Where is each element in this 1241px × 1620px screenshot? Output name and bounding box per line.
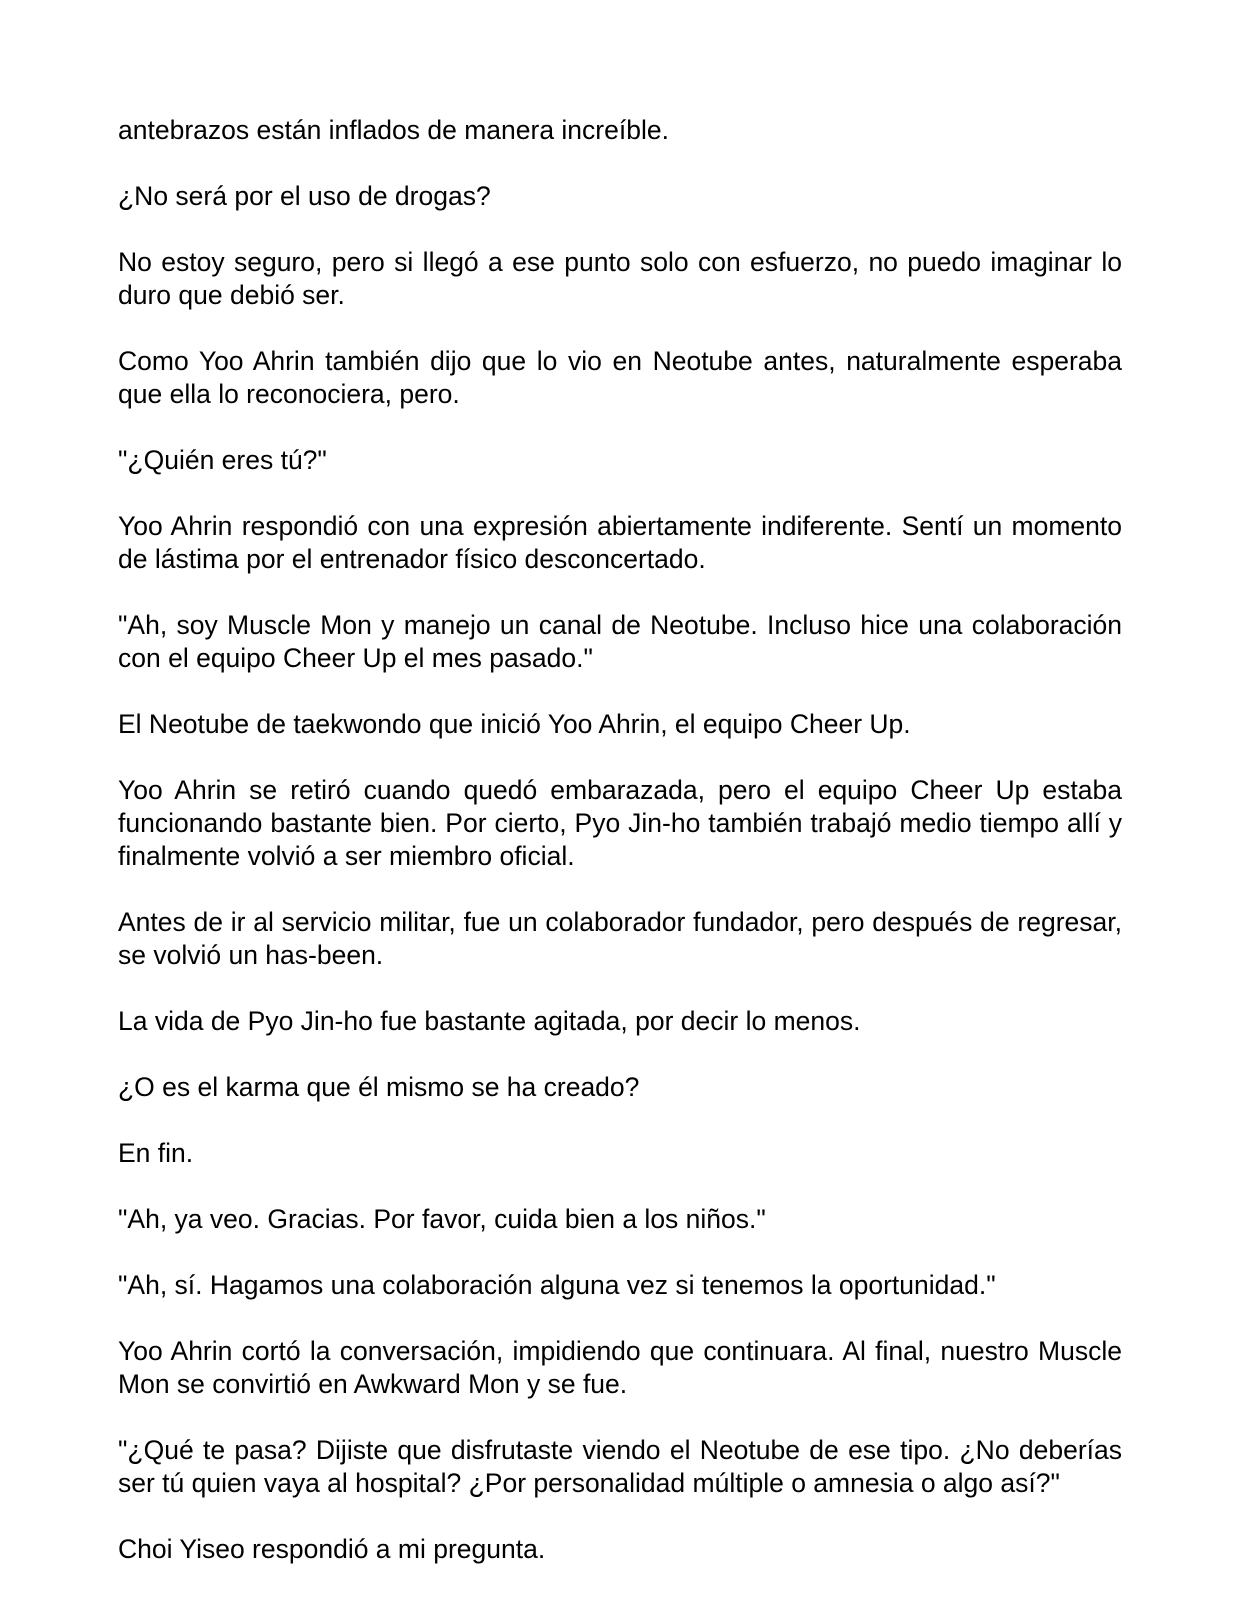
paragraph: ¿O es el karma que él mismo se ha creado? bbox=[118, 1072, 640, 1102]
paragraph: Yoo Ahrin cortó la conversación, impidiendo que continuara. Al final, nuestro Muscle Mon se convirtió en Awkward Mon y se fue. bbox=[118, 1336, 1122, 1399]
paragraph: "¿Quién eres tú?" bbox=[118, 445, 327, 475]
paragraph: Como Yoo Ahrin también dijo que lo vio en Neotube antes, naturalmente esperaba que ella lo reconociera, pero. bbox=[118, 346, 1122, 409]
paragraph: "¿Qué te pasa? Dijiste que disfrutaste viendo el Neotube de ese tipo. ¿No deberías ser tú quien vaya al hospital? ¿Por personalidad múltiple o amnesia o algo así?" bbox=[118, 1435, 1122, 1498]
paragraph: Yoo Ahrin se retiró cuando quedó embarazada, pero el equipo Cheer Up estaba funcionando bastante bien. Por cierto, Pyo Jin-ho también trabajó medio tiempo allí y finalmente volvió a ser miembro oficial. bbox=[118, 775, 1122, 871]
paragraph: El Neotube de taekwondo que inició Yoo Ahrin, el equipo Cheer Up. bbox=[118, 709, 911, 739]
paragraph: En fin. bbox=[118, 1138, 194, 1168]
paragraph: Antes de ir al servicio militar, fue un colaborador fundador, pero después de regresar, se volvió un has-been. bbox=[118, 907, 1122, 970]
paragraph: antebrazos están inflados de manera increíble. bbox=[118, 115, 669, 145]
paragraph: "Ah, sí. Hagamos una colaboración alguna vez si tenemos la oportunidad." bbox=[118, 1270, 996, 1300]
document-body bbox=[118, 114, 1122, 1566]
paragraph: Choi Yiseo respondió a mi pregunta. bbox=[118, 1534, 546, 1564]
paragraph: No estoy seguro, pero si llegó a ese punto solo con esfuerzo, no puedo imaginar lo duro que debió ser. bbox=[118, 247, 1122, 310]
paragraph: "Ah, ya veo. Gracias. Por favor, cuida bien a los niños." bbox=[118, 1204, 766, 1234]
paragraph: Yoo Ahrin respondió con una expresión abiertamente indiferente. Sentí un momento de lástima por el entrenador físico desconcertado. bbox=[118, 511, 1122, 574]
paragraph: ¿No será por el uso de drogas? bbox=[118, 181, 491, 211]
paragraph: La vida de Pyo Jin-ho fue bastante agitada, por decir lo menos. bbox=[118, 1006, 861, 1036]
paragraph: "Ah, soy Muscle Mon y manejo un canal de Neotube. Incluso hice una colaboración con el equipo Cheer Up el mes pasado." bbox=[118, 610, 1122, 673]
